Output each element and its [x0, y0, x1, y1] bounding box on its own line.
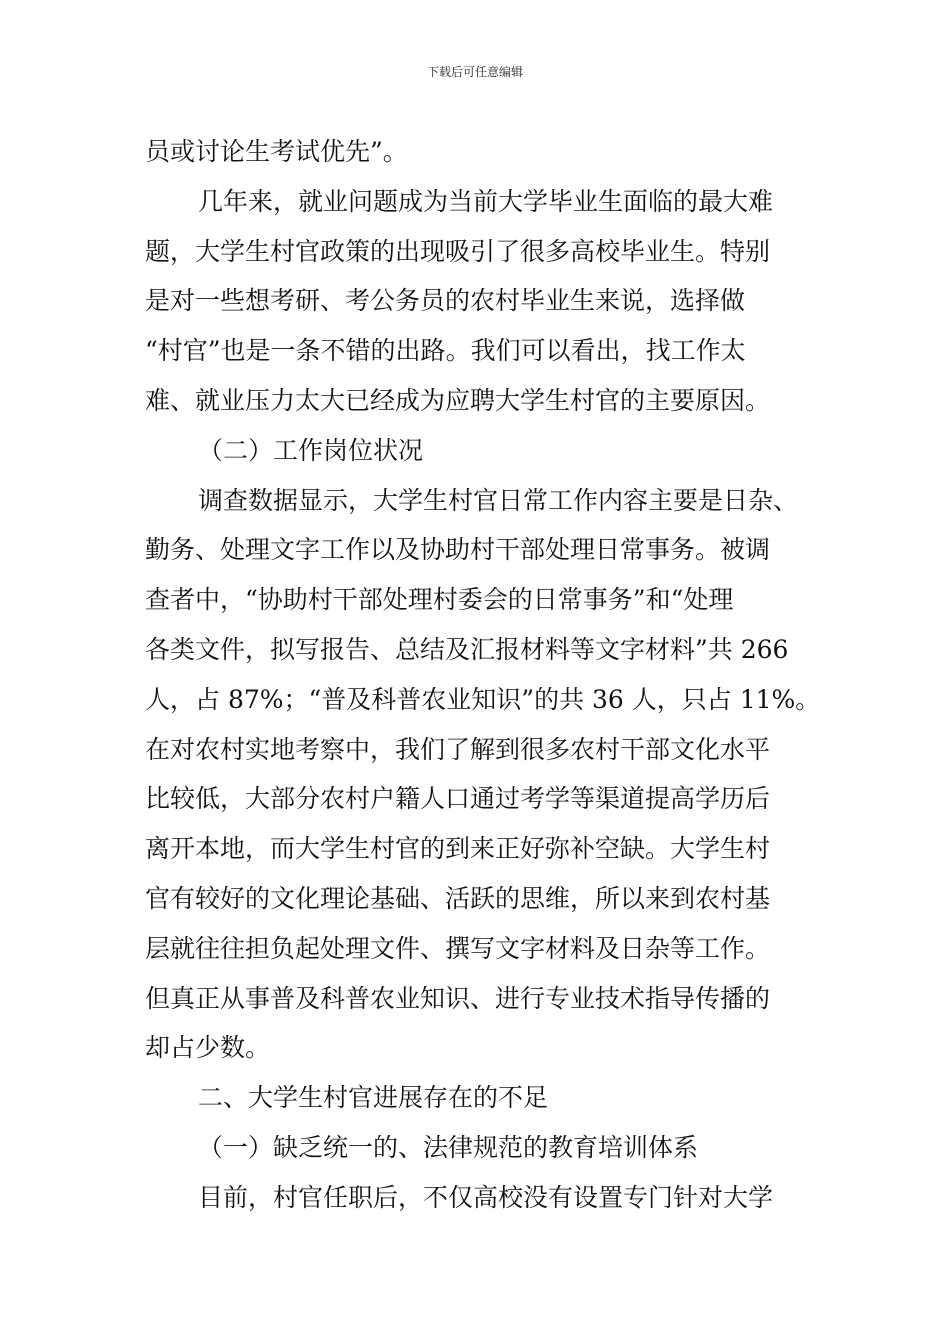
text-line: 人，占 87%；“普及科普农业知识”的共 36 人，只占 11%。 — [145, 684, 821, 714]
text-line: 题，大学生村官政策的出现吸引了很多高校毕业生。特别 — [145, 236, 771, 266]
text-line: 各类文件，拟写报告、总结及汇报材料等文字材料”共 266 — [145, 634, 789, 664]
text-line: 查者中，“协助村干部处理村委会的日常事务”和“处理 — [145, 585, 734, 615]
page-header: 下载后可任意编辑 — [426, 65, 523, 79]
text-line: 比较低，大部分农村户籍人口通过考学等渠道提高学历后 — [145, 784, 771, 814]
text-line: 目前，村官任职后，不仅高校没有设置专门针对大学 — [198, 1182, 774, 1212]
text-line: （一）缺乏统一的、法律规范的教育培训体系 — [198, 1132, 699, 1162]
document-body — [145, 127, 821, 1223]
text-line: “村官”也是一条不错的出路。我们可以看出，找工作太 — [145, 336, 746, 366]
text-line: 二、大学生村官进展存在的不足 — [198, 1083, 549, 1113]
text-line: 勤务、处理文字工作以及协助村干部处理日常事务。被调 — [145, 535, 771, 565]
text-line: 员或讨论生考试优先”。 — [145, 137, 408, 166]
text-line: 却占少数。 — [145, 1033, 271, 1063]
text-line: 官有较好的文化理论基础、活跃的思维，所以来到农村基 — [145, 883, 771, 913]
text-line: 是对一些想考研、考公务员的农村毕业生来说，选择做 — [145, 286, 746, 316]
text-line: 但真正从事普及科普农业知识、进行专业技术指导传播的 — [145, 983, 771, 1013]
text-line: 在对农村实地考察中，我们了解到很多农村干部文化水平 — [145, 734, 771, 764]
text-line: 几年来，就业问题成为当前大学毕业生面临的最大难 — [198, 186, 774, 216]
text-line: 层就往往担负起处理文件、撰写文字材料及日杂等工作。 — [145, 933, 771, 963]
text-line: 难、就业压力太大已经成为应聘大学生村官的主要原因。 — [145, 385, 771, 415]
text-line: 离开本地，而大学生村官的到来正好弥补空缺。大学生村 — [145, 834, 771, 864]
text-line: 调查数据显示，大学生村官日常工作内容主要是日杂、 — [198, 485, 799, 515]
text-line: （二）工作岗位状况 — [198, 435, 424, 465]
